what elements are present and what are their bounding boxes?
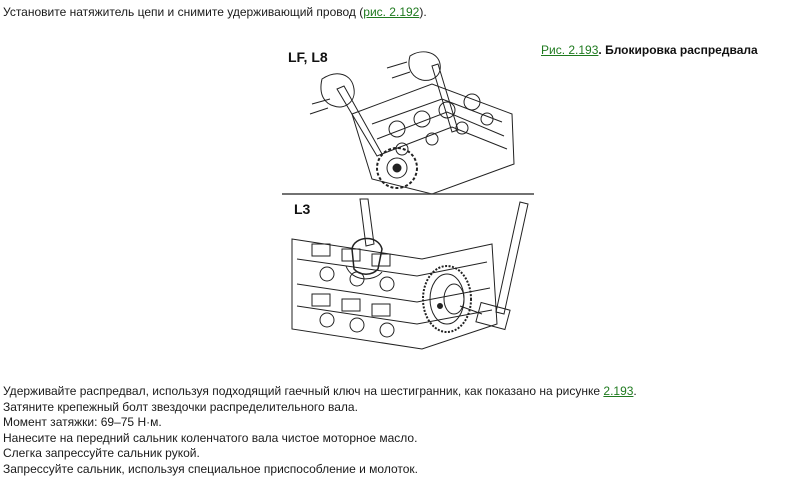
figure-2-193-ref-link[interactable]: 2.193 — [603, 384, 634, 398]
camshaft-sprocket — [423, 266, 471, 332]
intro-text-end: ). — [419, 5, 427, 19]
step-line-2: Затяните крепежный болт звездочки распределительного вала. — [3, 399, 358, 414]
figure-2-193-link[interactable]: Рис. 2.193 — [541, 43, 599, 57]
step-line-4: Нанесите на передний сальник коленчатого вала чистое моторное масло. — [3, 430, 418, 445]
hand-wrench-left — [310, 74, 382, 156]
intro-paragraph — [3, 4, 427, 20]
step-line-1 — [3, 384, 637, 400]
step-line-3: Момент затяжки: 69–75 Н·м. — [3, 415, 162, 429]
step-1-end: . — [633, 384, 637, 398]
hand-wrench-right — [387, 52, 458, 132]
figure-caption — [541, 43, 758, 58]
figure-2-192-link[interactable]: рис. 2.192 — [363, 5, 420, 19]
engine-head-top — [352, 84, 514, 194]
intro-text: Установите натяжитель цепи и снимите удерживающий провод ( — [3, 5, 364, 19]
step-line-6: Запрессуйте сальник, используя специальное приспособление и молоток. — [3, 461, 418, 476]
camshaft-lock-figure — [282, 44, 534, 354]
step-1-text: Удерживайте распредвал, используя подходящий гаечный ключ на шестигранник, как показано на рисунке — [3, 384, 604, 398]
step-line-5: Слегка запрессуйте сальник рукой. — [3, 446, 200, 460]
procedure-steps — [3, 384, 637, 477]
figure-caption-title: . Блокировка распредвала — [598, 43, 758, 57]
panel-label-lf-l8: LF, L8 — [288, 49, 328, 65]
engine-line-drawing — [282, 44, 534, 354]
engine-head-bottom — [292, 239, 497, 349]
panel-label-l3: L3 — [294, 201, 311, 217]
